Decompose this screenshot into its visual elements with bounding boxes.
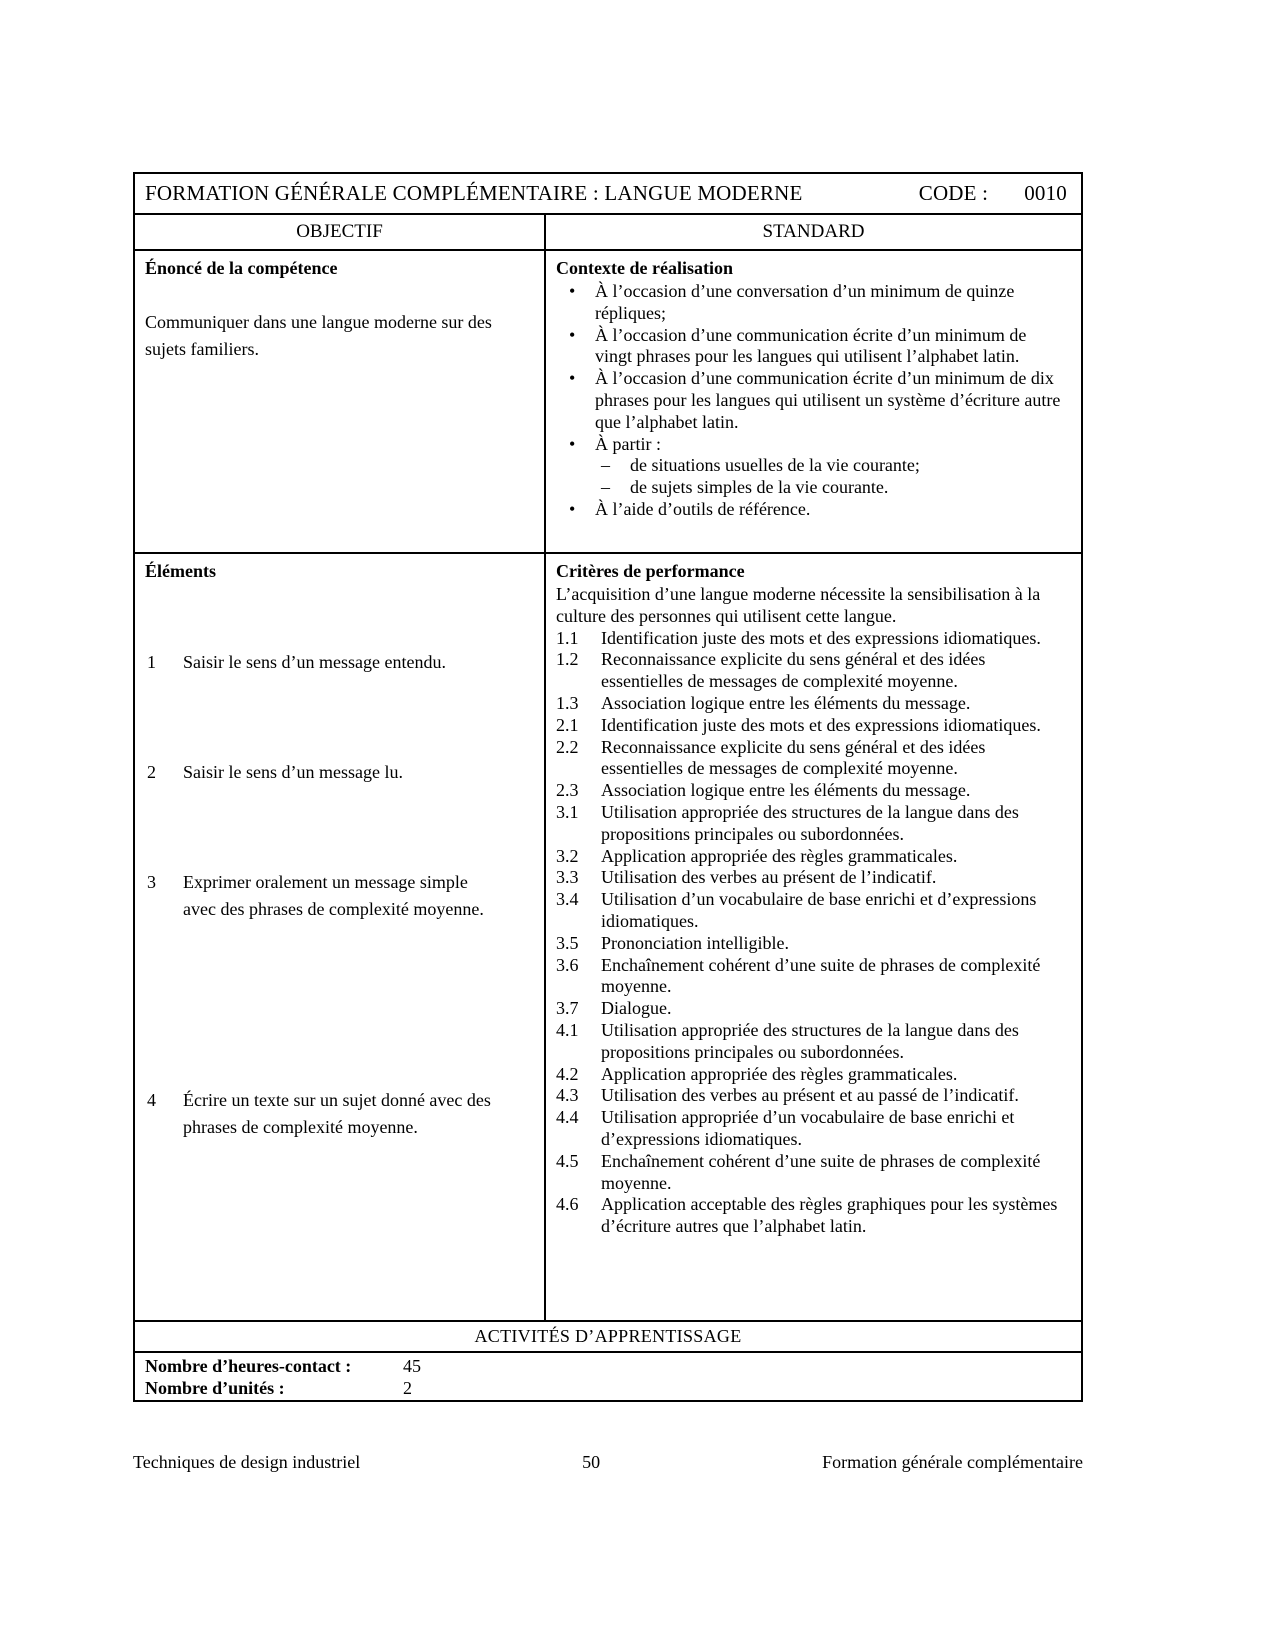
critere-number: 4.4: [556, 1107, 579, 1128]
code-label: CODE :: [918, 181, 989, 205]
critere-number: 2.2: [556, 736, 579, 757]
critere-item: [556, 649, 1067, 693]
element-item: [147, 759, 502, 786]
unites-line: [145, 1377, 1071, 1399]
column-header-objectif: OBJECTIF: [135, 215, 546, 249]
critere-item: [556, 1020, 1067, 1064]
standard-criteres-cell: [546, 554, 1081, 1320]
critere-number: 2.1: [556, 714, 579, 735]
dash-icon: –: [601, 455, 610, 476]
critere-item: [556, 1194, 1067, 1238]
critere-item: [556, 628, 1067, 650]
heures-contact-line: [145, 1355, 1071, 1377]
page-footer: [133, 1452, 1083, 1473]
document-title: FORMATION GÉNÉRALE COMPLÉMENTAIRE : LANGUE MODERNE: [145, 181, 803, 205]
footer-right: Formation générale complémentaire: [822, 1452, 1083, 1472]
element-number: 1: [147, 652, 156, 672]
critere-number: 3.2: [556, 845, 579, 866]
critere-number: 3.3: [556, 867, 579, 888]
critere-number: 1.1: [556, 627, 579, 648]
critere-item: [556, 1085, 1067, 1107]
contexte-subitem: [556, 455, 1067, 477]
critere-number: 4.3: [556, 1085, 579, 1106]
bullet-icon: •: [569, 368, 576, 389]
critere-item: [556, 1107, 1067, 1151]
section-enonce-contexte: [135, 251, 1081, 554]
critere-text: Utilisation des verbes au présent de l’indicatif.: [601, 867, 937, 888]
element-number: 4: [147, 1090, 156, 1110]
critere-number: 3.1: [556, 801, 579, 822]
critere-number: 3.6: [556, 954, 579, 975]
critere-number: 2.3: [556, 780, 579, 801]
critere-item: [556, 1151, 1067, 1195]
critere-number: 4.6: [556, 1194, 579, 1215]
contexte-item: [556, 434, 1067, 456]
element-number: 2: [147, 762, 156, 782]
bullet-icon: •: [569, 281, 576, 301]
critere-text: Association logique entre les éléments du message.: [601, 780, 971, 801]
critere-item: [556, 715, 1067, 737]
dash-icon: –: [601, 477, 610, 498]
heures-label: Nombre d’heures-contact :: [145, 1356, 352, 1376]
contexte-subitem-text: de sujets simples de la vie courante.: [630, 477, 889, 498]
critere-text: Utilisation appropriée des structures de la langue dans des propositions principales ou subordonnées.: [601, 801, 1019, 844]
element-item: [147, 869, 502, 923]
critere-text: Reconnaissance explicite du sens général et des idées essentielles de messages de complexité moyenne.: [601, 649, 986, 692]
critere-text: Dialogue.: [601, 998, 672, 1019]
objectif-enonce-cell: [135, 251, 546, 552]
enonce-text: Communiquer dans une langue moderne sur des sujets familiers.: [145, 312, 492, 359]
critere-number: 4.1: [556, 1019, 579, 1040]
contexte-item-text: À l’occasion d’une conversation d’un minimum de quinze répliques;: [595, 281, 1015, 323]
element-number: 3: [147, 872, 156, 892]
column-header-standard: STANDARD: [762, 221, 865, 242]
critere-item: [556, 998, 1067, 1020]
critere-text: Enchaînement cohérent d’une suite de phrases de complexité moyenne.: [601, 954, 1041, 997]
bullet-icon: •: [569, 433, 576, 454]
elements-heading: Éléments: [145, 561, 216, 581]
critere-text: Identification juste des mots et des expressions idiomatiques.: [601, 714, 1041, 735]
critere-item: [556, 780, 1067, 802]
unites-value: 2: [403, 1378, 412, 1398]
critere-text: Application acceptable des règles graphiques pour les systèmes d’écriture autres que l’alphabet latin.: [601, 1194, 1058, 1237]
objectif-elements-cell: [135, 554, 546, 1320]
critere-item: [556, 737, 1067, 781]
contexte-subitem-text: de situations usuelles de la vie courante;: [630, 455, 920, 476]
critere-text: Application appropriée des règles grammaticales.: [601, 845, 958, 866]
table-title-row: [135, 174, 1081, 215]
footer-page-number: 50: [582, 1452, 601, 1472]
critere-item: [556, 933, 1067, 955]
contexte-item-text: À partir :: [595, 433, 661, 454]
critere-item: [556, 846, 1067, 868]
critere-item: [556, 802, 1067, 846]
critere-text: Utilisation d’un vocabulaire de base enrichi et d’expressions idiomatiques.: [601, 889, 1037, 931]
critere-text: Utilisation appropriée des structures de la langue dans des propositions principales ou subordonnées.: [601, 1019, 1019, 1062]
criteres-intro: L’acquisition d’une langue moderne nécessite la sensibilisation à la culture des personnes qui utilisent cette langue.: [556, 584, 1041, 626]
critere-text: Identification juste des mots et des expressions idiomatiques.: [601, 627, 1041, 648]
program-table: [133, 172, 1083, 1402]
contexte-item-text: À l’aide d’outils de référence.: [595, 498, 811, 519]
bullet-icon: •: [569, 324, 576, 345]
contexte-item: [556, 499, 1067, 521]
critere-item: [556, 867, 1067, 889]
code-block: [919, 181, 1067, 206]
criteres-heading: Critères de performance: [556, 561, 745, 581]
section-elements-criteres: [135, 554, 1081, 1322]
critere-number: 1.2: [556, 649, 579, 670]
critere-number: 3.5: [556, 932, 579, 953]
contexte-item-text: À l’occasion d’une communication écrite d’un minimum de vingt phrases pour les langues qui utilisent l’alphabet latin.: [595, 324, 1027, 367]
code-value: 0010: [1024, 181, 1067, 205]
critere-number: 1.3: [556, 692, 579, 713]
standard-contexte-cell: [546, 251, 1081, 552]
critere-text: Utilisation des verbes au présent et au passé de l’indicatif.: [601, 1085, 1019, 1106]
heures-value: 45: [403, 1356, 421, 1376]
enonce-heading: Énoncé de la compétence: [145, 258, 338, 278]
contexte-item: [556, 281, 1067, 325]
element-text: Saisir le sens d’un message lu.: [183, 762, 403, 782]
critere-text: Enchaînement cohérent d’une suite de phrases de complexité moyenne.: [601, 1150, 1041, 1193]
contexte-item-text: À l’occasion d’une communication écrite d’un minimum de dix phrases pour les langues qui utilisent un système d’écriture autre que l’alphabet latin.: [595, 368, 1061, 432]
hours-units-row: [135, 1353, 1081, 1400]
bullet-icon: •: [569, 498, 576, 519]
activites-heading: ACTIVITÉS D’APPRENTISSAGE: [135, 1322, 1081, 1353]
element-text: Saisir le sens d’un message entendu.: [183, 652, 446, 672]
critere-number: 3.7: [556, 998, 579, 1019]
element-item: [147, 649, 502, 676]
critere-number: 4.5: [556, 1150, 579, 1171]
critere-text: Reconnaissance explicite du sens général et des idées essentielles de messages de complexité moyenne.: [601, 736, 986, 779]
critere-item: [556, 955, 1067, 999]
critere-text: Application appropriée des règles grammaticales.: [601, 1063, 958, 1084]
element-item: [147, 1087, 502, 1141]
unites-label: Nombre d’unités :: [145, 1378, 285, 1398]
critere-number: 3.4: [556, 889, 579, 910]
element-text: Écrire un texte sur un sujet donné avec des phrases de complexité moyenne.: [183, 1090, 491, 1137]
column-header-row: [135, 215, 1081, 251]
critere-number: 4.2: [556, 1063, 579, 1084]
contexte-heading: Contexte de réalisation: [556, 258, 733, 278]
critere-item: [556, 693, 1067, 715]
element-text: Exprimer oralement un message simple avec des phrases de complexité moyenne.: [183, 872, 484, 919]
critere-text: Utilisation appropriée d’un vocabulaire de base enrichi et d’expressions idiomatiques.: [601, 1107, 1015, 1149]
footer-left: Techniques de design industriel: [133, 1452, 361, 1472]
contexte-item: [556, 368, 1067, 433]
contexte-item: [556, 325, 1067, 369]
critere-item: [556, 1064, 1067, 1086]
contexte-subitem: [556, 477, 1067, 499]
critere-text: Prononciation intelligible.: [601, 932, 789, 953]
critere-item: [556, 889, 1067, 933]
critere-text: Association logique entre les éléments du message.: [601, 692, 971, 713]
